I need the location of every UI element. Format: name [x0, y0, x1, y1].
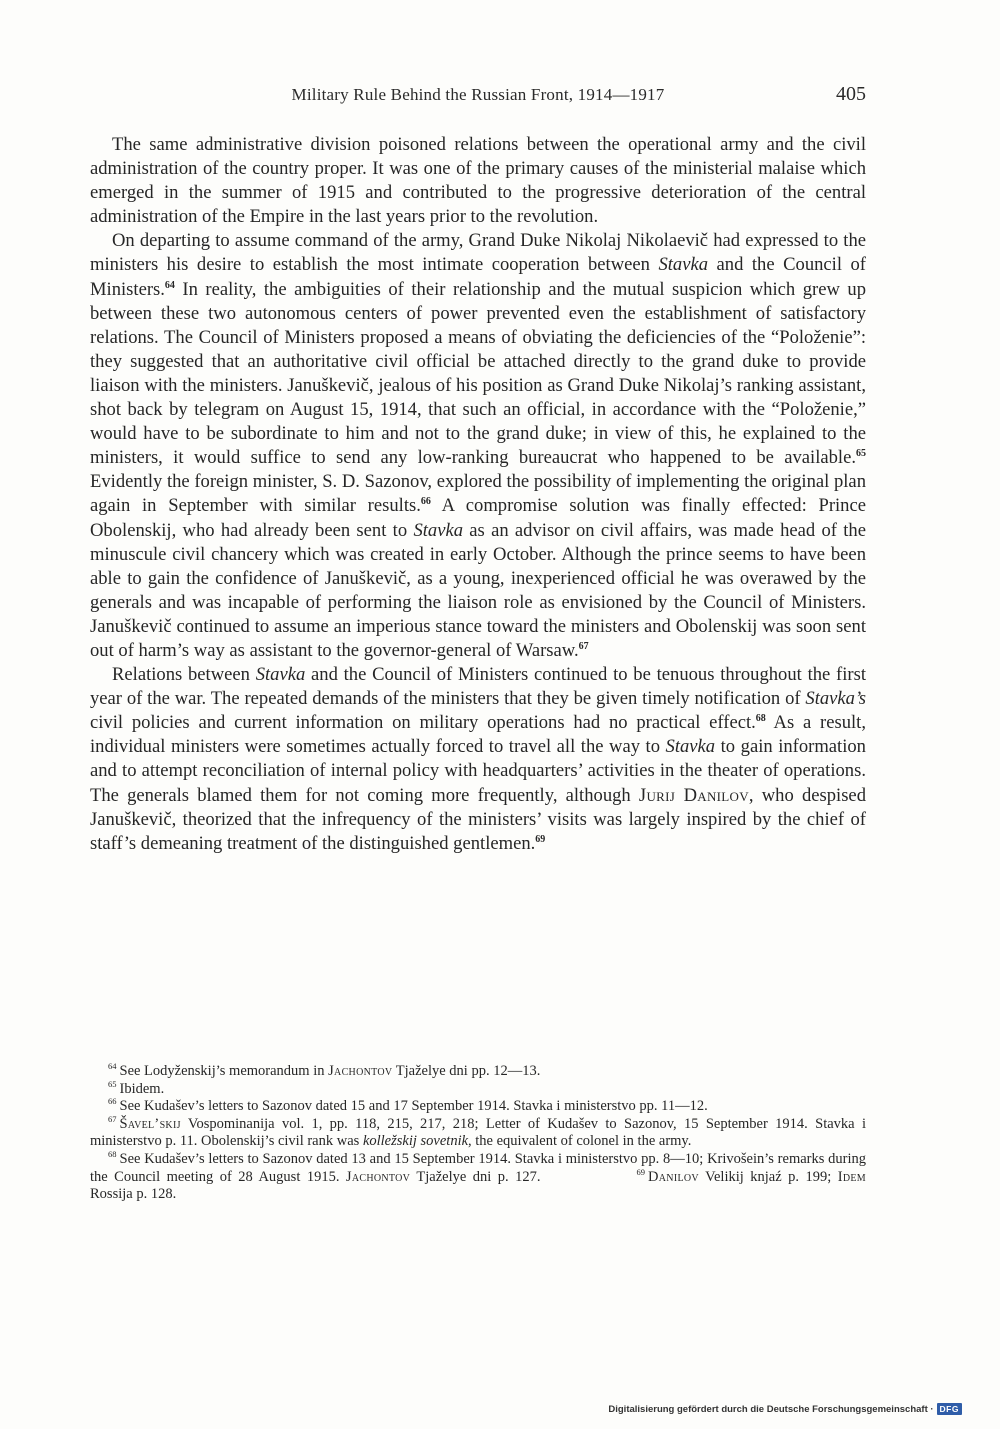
- digitization-credit: [608, 1403, 962, 1415]
- credit-text: Digitalisierung gefördert durch die Deutsche Forschungsgemeinschaft ·: [608, 1403, 934, 1415]
- paragraph-1: The same administrative division poisoned relations between the operational army and the civil administration of the country proper. It was one of the primary causes of the ministerial malaise which emerged in the summer of 1915 and contributed to the progressive deterioration of the central administration of the Empire in the last years prior to the revolution.: [90, 134, 866, 228]
- text-run: and the Council of Ministers.: [90, 254, 866, 300]
- text-run: to gain information and to attempt reconciliation of internal policy with headquarters’ activities in the theater of operations. The generals blamed them for not coming more frequently, although: [90, 736, 866, 806]
- footnote-ref-69[interactable]: 69: [535, 833, 546, 845]
- author-name: Jachontov: [345, 1168, 411, 1185]
- text-run: Ibidem.: [119, 1080, 165, 1097]
- author-name: Jurij Danilov: [638, 784, 749, 806]
- text-run: A compromise solution was finally effected: Prince Obolenskij, who had already been sent to: [90, 495, 866, 541]
- italic-term: Stavka: [255, 664, 306, 686]
- page-number: 405: [836, 83, 866, 105]
- footnote-64: [90, 1063, 866, 1081]
- text-run: See Lodyženskij’s memorandum in: [119, 1063, 329, 1079]
- text-run: , who despised Januškevič, theorized that the infrequency of the ministers’ visits was largely inspired by the chief of staff’s demeaning treatment of the distinguished gentlemen.: [90, 784, 866, 854]
- footnote-number: 69: [636, 1166, 646, 1177]
- text-run: as an advisor on civil affairs, was made head of the minuscule civil chancery which was created in early October. Although the prince seems to have been able to gain the confidence of Januškevič, as a young, inexperienced official he was overawed by the generals and was incapable of performing the liaison role as envisioned by the Council of Ministers. Januškevič continued to assume an imperious stance toward the ministers and Obolenskij was soon sent out of harm’s way as assistant to the governor-general of Warsaw.: [90, 519, 866, 661]
- italic-term: Stavka: [658, 254, 709, 276]
- footnote-number: 68: [108, 1149, 117, 1160]
- running-header: [90, 83, 866, 109]
- text-run: On departing to assume command of the army, Grand Duke Nikolaj Nikolaevič had expressed to the ministers his desire to establish the most intimate cooperation between: [90, 230, 866, 276]
- italic-term: Stavka: [665, 736, 716, 758]
- footnote-ref-67[interactable]: 67: [578, 640, 589, 652]
- text-run: Vospominanija vol. 1, pp. 118, 215, 217, 218; Letter of Kudašev to Sazonov, 15 September 1914. Stavka i ministerstvo p. 11. Obolenskij’s civil rank was: [90, 1115, 866, 1150]
- running-title: Military Rule Behind the Russian Front, 1914—1917: [291, 85, 665, 104]
- text-run: Tjaželye dni p. 127.: [410, 1168, 541, 1185]
- italic-term: Stavka’s: [805, 688, 866, 710]
- footnote-number: 64: [108, 1061, 117, 1072]
- dfg-logo: DFG: [937, 1403, 962, 1415]
- text-run: As a result, individual ministers were sometimes actually forced to travel all the way to: [90, 712, 866, 758]
- text-run: Tjaželye dni pp. 12—13.: [392, 1063, 541, 1079]
- footnote-ref-65[interactable]: 65: [856, 448, 866, 460]
- footnote-ref-66[interactable]: 66: [420, 496, 431, 508]
- text-run: and the Council of Ministers continued to be tenuous throughout the first year of the war. The repeated demands of the ministers that they be given timely notification of: [90, 664, 866, 710]
- text-run: In reality, the ambiguities of their relationship and the mutual suspicion which grew up between these two autonomous centers of power prevented even the establishment of satisfactory relations. The Council of Ministers proposed a means of obviating the deficiencies of the “Položenie”: they suggested that an authoritative civil official be attached directly to the grand duke to provide liaison with the ministers. Januškevič, jealous of his position as Grand Duke Nikolaj’s ranking assistant, shot back by telegram on August 15, 1914, that such an official, in accordance with the “Položenie,” would have to be subordinate to him and not to the grand duke; in view of this, he explained to the ministers, it would suffice to send any low-ranking bureaucrat who happened to be available.: [90, 278, 866, 469]
- author-name: Jachontov: [328, 1063, 393, 1079]
- body-text: [90, 133, 866, 856]
- footnote-66: [90, 1098, 866, 1116]
- paragraph-2: [90, 229, 866, 663]
- italic-term: Stavka: [413, 519, 463, 541]
- author-name: Danilov: [648, 1168, 699, 1185]
- text-run: Velikij knjaź p. 199;: [698, 1168, 838, 1185]
- text-run: See Kudašev’s letters to Sazonov dated 15 and 17 September 1914. Stavka i ministerstvo pp. 11—12.: [119, 1098, 708, 1115]
- text-run: See Kudašev’s letters to Sazonov dated 13 and 15 September 1914. Stavka i ministerstvo pp. 8—10; Krivošein’s remarks during the Council meeting of 28 August 1915.: [90, 1150, 866, 1185]
- footnote-ref-64[interactable]: 64: [164, 279, 175, 291]
- footnote-number: 67: [108, 1113, 117, 1124]
- author-name: Šavel’skij: [119, 1115, 181, 1132]
- text-run: , the equivalent of colonel in the army.: [468, 1133, 692, 1150]
- footnote-number: 65: [108, 1078, 117, 1089]
- text-run: Relations between: [112, 664, 256, 686]
- text-run: civil policies and current information on military operations had no practical effect.: [90, 712, 756, 734]
- footnote-ref-68[interactable]: 68: [755, 713, 766, 725]
- footnotes: [90, 1063, 866, 1204]
- italic-term: kolležskij sovetnik: [362, 1133, 469, 1150]
- text-run: Rossija p. 128.: [90, 1186, 177, 1203]
- text-run: Evidently the foreign minister, S. D. Sazonov, explored the possibility of implementing the original plan again in September with similar results.: [90, 471, 866, 517]
- footnote-67: [90, 1113, 866, 1151]
- footnote-number: 66: [108, 1096, 117, 1107]
- author-name: Idem: [837, 1168, 866, 1185]
- footnote-65: [90, 1078, 866, 1099]
- paragraph-3: [90, 663, 866, 856]
- footnote-68: [90, 1151, 866, 1204]
